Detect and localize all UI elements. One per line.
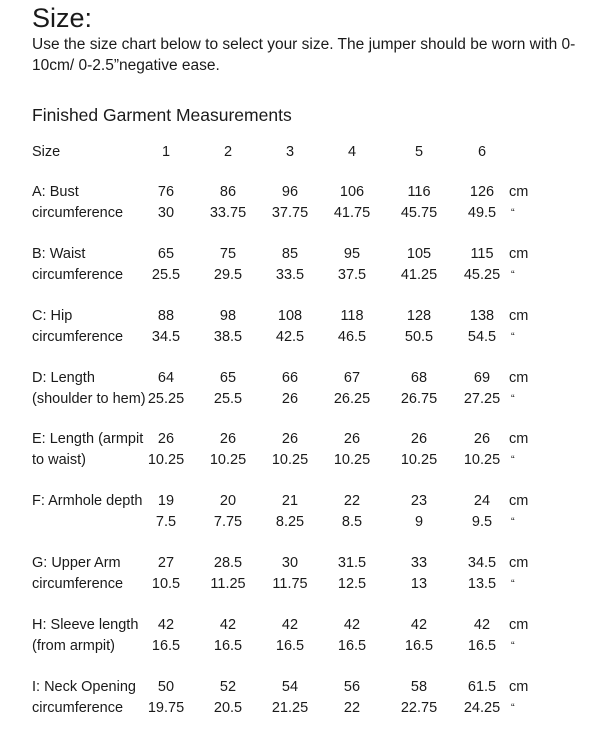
inch-value: 38.5 xyxy=(213,329,243,345)
cm-value: 56 xyxy=(343,679,361,695)
inch-value: 27.25 xyxy=(463,391,501,407)
inch-value: 26.25 xyxy=(333,391,371,407)
intro-text: Use the size chart below to select your size. The jumper should be worn with 0-10cm/ 0-2.5”negative ease. xyxy=(32,36,576,74)
measurement-row xyxy=(0,368,600,410)
cm-value: 116 xyxy=(407,184,431,200)
measurement-label: H: Sleeve length (from armpit) xyxy=(32,617,139,654)
measurement-row xyxy=(0,306,600,348)
cm-value: 22 xyxy=(343,493,361,509)
inch-value: 33.5 xyxy=(275,267,305,283)
cm-value: 42 xyxy=(343,617,361,633)
unit-cm: cm xyxy=(509,493,529,509)
unit-cm: cm xyxy=(509,431,529,447)
cm-value: 65 xyxy=(219,370,237,386)
cm-value: 65 xyxy=(157,246,175,262)
measurement-row xyxy=(0,615,600,657)
cm-value: 26 xyxy=(281,431,299,447)
measurement-row xyxy=(0,677,600,719)
inch-value: 20.5 xyxy=(213,700,243,716)
cm-value: 126 xyxy=(469,184,495,200)
cm-value: 61.5 xyxy=(467,679,497,695)
measurement-label: A: Bust circumference xyxy=(32,184,124,221)
unit-inch: “ xyxy=(511,393,515,405)
inch-value: 16.5 xyxy=(337,638,367,654)
unit-cm: cm xyxy=(509,308,529,324)
inch-value: 33.75 xyxy=(209,205,247,221)
cm-value: 68 xyxy=(410,370,428,386)
unit-inch: “ xyxy=(511,269,515,281)
unit-inch: “ xyxy=(511,516,515,528)
inch-value: 37.75 xyxy=(271,205,309,221)
inch-value: 16.5 xyxy=(467,638,497,654)
cm-value: 42 xyxy=(157,617,175,633)
cm-value: 26 xyxy=(343,431,361,447)
cm-value: 105 xyxy=(406,246,432,262)
size-header-row xyxy=(0,142,600,162)
inch-value: 10.25 xyxy=(333,452,371,468)
cm-value: 75 xyxy=(219,246,237,262)
measurement-label: B: Waist circumference xyxy=(32,246,124,283)
inch-value: 50.5 xyxy=(404,329,434,345)
cm-value: 42 xyxy=(473,617,491,633)
measurement-row xyxy=(0,244,600,286)
cm-value: 28.5 xyxy=(213,555,243,571)
cm-value: 85 xyxy=(281,246,299,262)
cm-value: 26 xyxy=(410,431,428,447)
inch-value: 26.75 xyxy=(400,391,438,407)
size-header-label: Size xyxy=(32,144,61,160)
cm-value: 31.5 xyxy=(337,555,367,571)
measurement-row xyxy=(0,553,600,595)
inch-value: 41.25 xyxy=(400,267,438,283)
inch-value: 29.5 xyxy=(213,267,243,283)
size-header-5: 5 xyxy=(414,144,424,160)
measurement-label: F: Armhole depth xyxy=(32,493,143,509)
cm-value: 128 xyxy=(406,308,432,324)
cm-value: 69 xyxy=(473,370,491,386)
cm-value: 118 xyxy=(340,308,364,324)
cm-value: 42 xyxy=(410,617,428,633)
inch-value: 45.25 xyxy=(463,267,501,283)
measurement-label: E: Length (armpit to waist) xyxy=(32,431,144,468)
cm-value: 26 xyxy=(157,431,175,447)
unit-cm: cm xyxy=(509,617,529,633)
inch-value: 25.5 xyxy=(213,391,243,407)
inch-value: 10.25 xyxy=(271,452,309,468)
size-header-1: 1 xyxy=(161,144,171,160)
cm-value: 26 xyxy=(219,431,237,447)
cm-value: 76 xyxy=(157,184,175,200)
inch-value: 30 xyxy=(157,205,175,221)
size-header-3: 3 xyxy=(285,144,295,160)
cm-value: 66 xyxy=(281,370,299,386)
cm-value: 42 xyxy=(281,617,299,633)
size-header-4: 4 xyxy=(347,144,357,160)
cm-value: 64 xyxy=(157,370,175,386)
cm-value: 54 xyxy=(281,679,299,695)
measurement-label: G: Upper Arm circumference xyxy=(32,555,124,592)
inch-value: 22.75 xyxy=(400,700,438,716)
inch-value: 42.5 xyxy=(275,329,305,345)
inch-value: 10.25 xyxy=(463,452,501,468)
inch-value: 16.5 xyxy=(275,638,305,654)
inch-value: 7.5 xyxy=(155,514,177,530)
inch-value: 25.5 xyxy=(151,267,181,283)
inch-value: 37.5 xyxy=(337,267,367,283)
cm-value: 96 xyxy=(281,184,299,200)
cm-value: 23 xyxy=(410,493,428,509)
cm-value: 108 xyxy=(277,308,303,324)
cm-value: 95 xyxy=(343,246,361,262)
cm-value: 19 xyxy=(157,493,175,509)
measurement-label: D: Length (shoulder to hem) xyxy=(32,370,146,407)
measurement-label: I: Neck Opening circumference xyxy=(32,679,136,716)
cm-value: 42 xyxy=(219,617,237,633)
inch-value: 22 xyxy=(343,700,361,716)
cm-value: 52 xyxy=(219,679,237,695)
cm-value: 88 xyxy=(157,308,175,324)
size-header-6: 6 xyxy=(477,144,487,160)
unit-cm: cm xyxy=(509,246,529,262)
cm-value: 27 xyxy=(157,555,175,571)
cm-value: 50 xyxy=(157,679,175,695)
inch-value: 9.5 xyxy=(471,514,493,530)
cm-value: 98 xyxy=(219,308,237,324)
inch-value: 10.5 xyxy=(151,576,181,592)
unit-cm: cm xyxy=(509,370,529,386)
inch-value: 7.75 xyxy=(213,514,243,530)
cm-value: 24 xyxy=(473,493,491,509)
cm-value: 34.5 xyxy=(467,555,497,571)
page-title: Size: xyxy=(32,3,93,33)
unit-cm: cm xyxy=(509,679,529,695)
cm-value: 86 xyxy=(219,184,237,200)
unit-inch: “ xyxy=(511,578,515,590)
inch-value: 24.25 xyxy=(463,700,501,716)
measurement-row xyxy=(0,182,600,224)
unit-inch: “ xyxy=(511,454,515,466)
inch-value: 19.75 xyxy=(147,700,185,716)
unit-inch: “ xyxy=(511,640,515,652)
measurement-label: C: Hip circumference xyxy=(32,308,124,345)
inch-value: 25.25 xyxy=(147,391,185,407)
cm-value: 58 xyxy=(410,679,428,695)
unit-inch: “ xyxy=(511,702,515,714)
cm-value: 21 xyxy=(281,493,299,509)
inch-value: 10.25 xyxy=(147,452,185,468)
inch-value: 16.5 xyxy=(213,638,243,654)
cm-value: 30 xyxy=(281,555,299,571)
inch-value: 12.5 xyxy=(337,576,367,592)
inch-value: 46.5 xyxy=(337,329,367,345)
unit-inch: “ xyxy=(511,331,515,343)
inch-value: 26 xyxy=(281,391,299,407)
unit-inch: “ xyxy=(511,207,515,219)
section-title: Finished Garment Measurements xyxy=(32,105,292,125)
cm-value: 33 xyxy=(410,555,428,571)
measurement-row xyxy=(0,491,600,533)
cm-value: 106 xyxy=(339,184,365,200)
inch-value: 13.5 xyxy=(467,576,497,592)
inch-value: 9 xyxy=(414,514,424,530)
inch-value: 8.5 xyxy=(341,514,363,530)
cm-value: 20 xyxy=(219,493,237,509)
inch-value: 34.5 xyxy=(151,329,181,345)
cm-value: 115 xyxy=(470,246,494,262)
inch-value: 54.5 xyxy=(467,329,497,345)
inch-value: 41.75 xyxy=(333,205,371,221)
unit-cm: cm xyxy=(509,184,529,200)
inch-value: 11.75 xyxy=(272,576,308,592)
inch-value: 13 xyxy=(410,576,428,592)
inch-value: 11.25 xyxy=(210,576,246,592)
size-header-2: 2 xyxy=(223,144,233,160)
cm-value: 26 xyxy=(473,431,491,447)
inch-value: 21.25 xyxy=(271,700,309,716)
cm-value: 67 xyxy=(343,370,361,386)
inch-value: 10.25 xyxy=(400,452,438,468)
unit-cm: cm xyxy=(509,555,529,571)
cm-value: 138 xyxy=(469,308,495,324)
inch-value: 16.5 xyxy=(151,638,181,654)
inch-value: 49.5 xyxy=(467,205,497,221)
inch-value: 8.25 xyxy=(275,514,305,530)
inch-value: 45.75 xyxy=(400,205,438,221)
inch-value: 16.5 xyxy=(404,638,434,654)
measurement-row xyxy=(0,429,600,471)
inch-value: 10.25 xyxy=(209,452,247,468)
